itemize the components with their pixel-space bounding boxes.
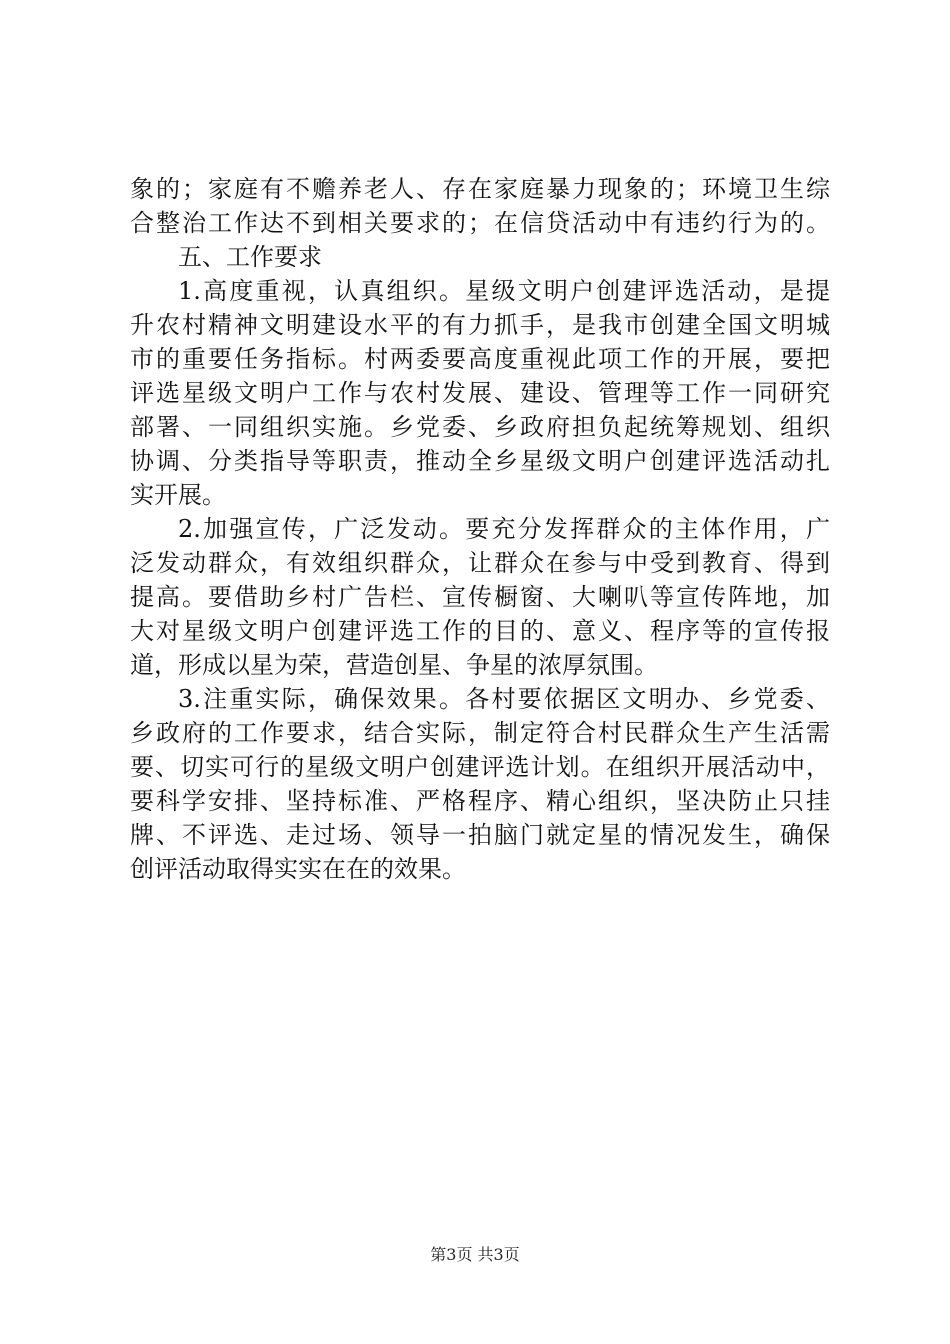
- paragraph-end-line: 实开展。: [130, 481, 226, 509]
- page-number-footer: 第3页 共3页: [430, 1245, 520, 1264]
- paragraph-start-line: 3.注重实际，确保效果。各村要依据区文明办、乡党委、: [178, 685, 830, 713]
- paragraph-end-line: 创评活动取得实实在在的效果。: [130, 855, 466, 883]
- text-line: 评选星级文明户工作与农村发展、建设、管理等工作一同研究: [130, 379, 830, 407]
- document-body: [130, 172, 830, 886]
- text-line: 市的重要任务指标。村两委要高度重视此项工作的开展，要把: [130, 345, 830, 373]
- text-line: 乡政府的工作要求，结合实际，制定符合村民群众生产生活需: [130, 719, 830, 747]
- text-line: 提高。要借助乡村广告栏、宣传橱窗、大喇叭等宣传阵地，加: [130, 583, 830, 611]
- text-line: 泛发动群众，有效组织群众，让群众在参与中受到教育、得到: [130, 549, 830, 577]
- paragraph-end-line: 道，形成以星为荣，营造创星、争星的浓厚氛围。: [130, 651, 658, 679]
- text-line: 合整治工作达不到相关要求的；在信贷活动中有违约行为的。: [130, 209, 830, 237]
- text-line: 要科学安排、坚持标准、严格程序、精心组织，坚决防止只挂: [130, 787, 830, 815]
- section-heading: 五、工作要求: [178, 243, 322, 271]
- text-line: 大对星级文明户创建评选工作的目的、意义、程序等的宣传报: [130, 617, 830, 645]
- text-line: 部署、一同组织实施。乡党委、乡政府担负起统筹规划、组织: [130, 413, 830, 441]
- paragraph-start-line: 2.加强宣传，广泛发动。要充分发挥群众的主体作用，广: [178, 515, 830, 543]
- text-line: 要、切实可行的星级文明户创建评选计划。在组织开展活动中，: [130, 753, 830, 781]
- text-line: 象的；家庭有不赡养老人、存在家庭暴力现象的；环境卫生综: [130, 175, 830, 203]
- text-line: 牌、不评选、走过场、领导一拍脑门就定星的情况发生，确保: [130, 821, 830, 849]
- text-line: 升农村精神文明建设水平的有力抓手，是我市创建全国文明城: [130, 311, 830, 339]
- paragraph-start-line: 1.高度重视，认真组织。星级文明户创建评选活动，是提: [178, 277, 830, 305]
- text-line: 协调、分类指导等职责，推动全乡星级文明户创建评选活动扎: [130, 447, 830, 475]
